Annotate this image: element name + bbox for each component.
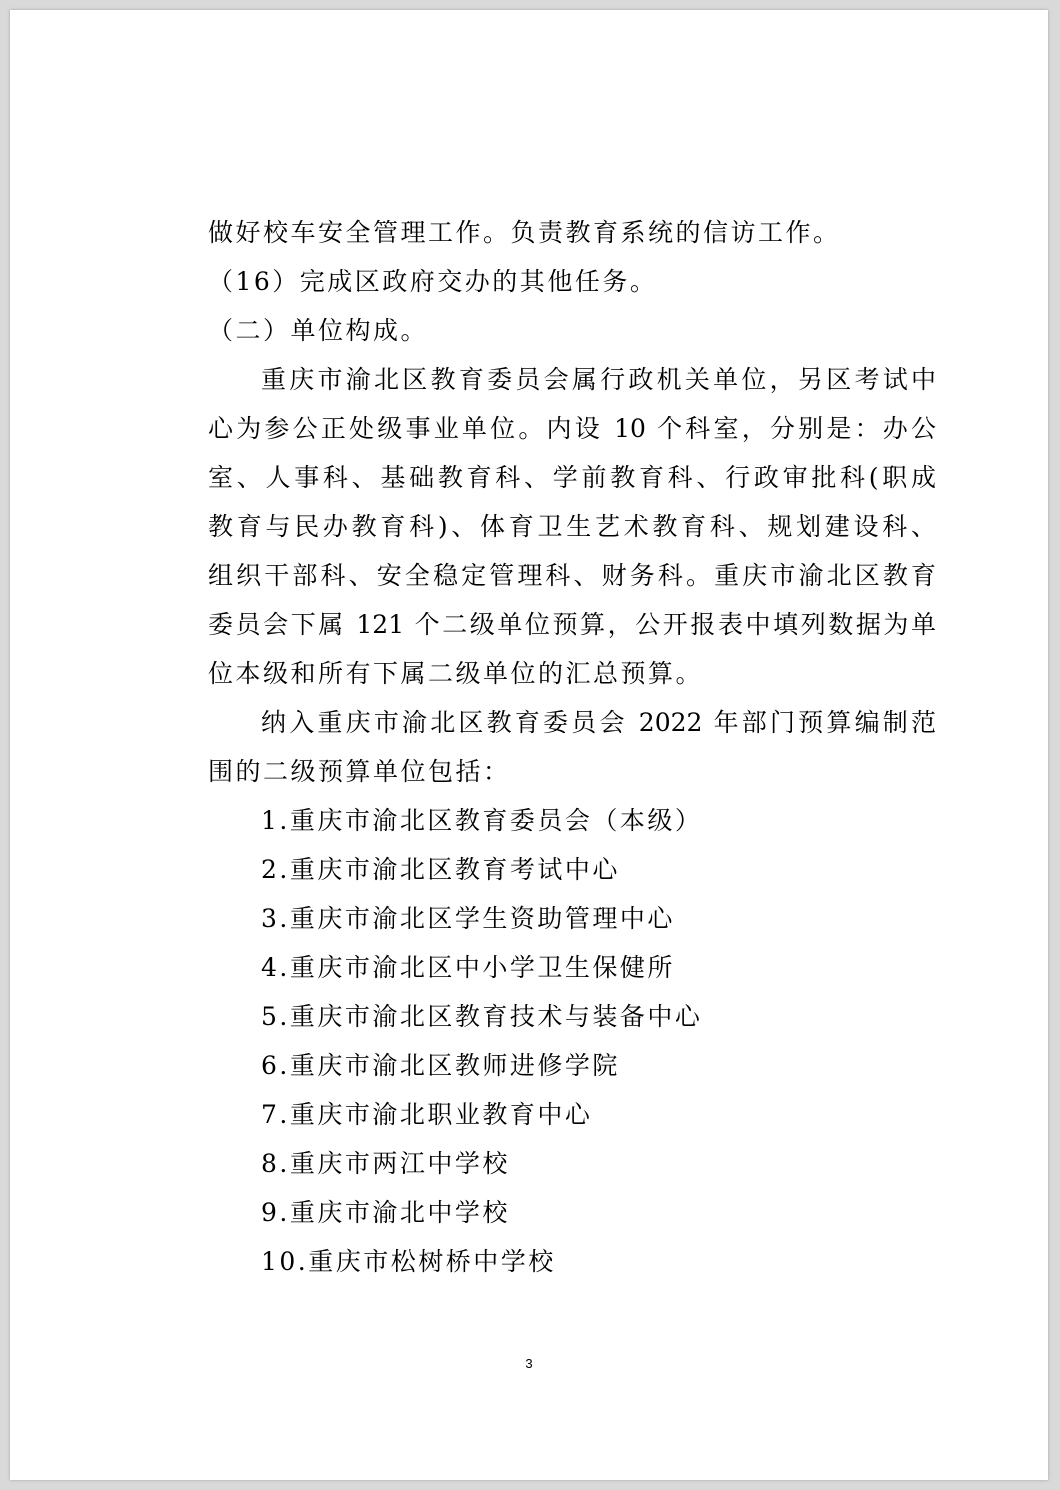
section-heading: （二）单位构成。 — [208, 316, 429, 345]
text-line: 做好校车安全管理工作。负责教育系统的信访工作。 — [208, 218, 841, 247]
document-page — [10, 10, 1048, 1480]
paragraph-line: 委员会下属 121 个二级单位预算，公开报表中填列数据为单 — [208, 610, 936, 639]
list-item: 9.重庆市渝北中学校 — [261, 1198, 510, 1227]
paragraph-line: 教育与民办教育科)、体育卫生艺术教育科、规划建设科、 — [208, 512, 936, 541]
paragraph-line: 室、人事科、基础教育科、学前教育科、行政审批科(职成 — [208, 463, 936, 492]
paragraph-line: 位本级和所有下属二级单位的汇总预算。 — [208, 659, 704, 688]
page-content — [208, 208, 936, 1286]
page-number: 3 — [525, 1356, 533, 1371]
paragraph-line: 重庆市渝北区教育委员会属行政机关单位，另区考试中 — [261, 365, 936, 394]
item-16-line: （16）完成区政府交办的其他任务。 — [208, 267, 658, 296]
list-item: 8.重庆市两江中学校 — [261, 1149, 510, 1178]
list-item: 3.重庆市渝北区学生资助管理中心 — [261, 904, 675, 933]
paragraph-line: 心为参公正处级事业单位。内设 10 个科室，分别是：办公 — [208, 414, 936, 443]
list-item: 4.重庆市渝北区中小学卫生保健所 — [261, 953, 675, 982]
list-item: 1.重庆市渝北区教育委员会（本级） — [261, 806, 703, 835]
list-item: 5.重庆市渝北区教育技术与装备中心 — [261, 1002, 703, 1031]
list-item: 2.重庆市渝北区教育考试中心 — [261, 855, 620, 884]
list-item: 6.重庆市渝北区教师进修学院 — [261, 1051, 620, 1080]
paragraph-line: 组织干部科、安全稳定管理科、财务科。重庆市渝北区教育 — [208, 561, 936, 590]
list-item: 7.重庆市渝北职业教育中心 — [261, 1100, 593, 1129]
unit-composition-paragraph — [208, 355, 936, 698]
paragraph-line: 围的二级预算单位包括： — [208, 757, 511, 786]
paragraph-line: 纳入重庆市渝北区教育委员会 2022 年部门预算编制范 — [261, 708, 936, 737]
unit-list — [208, 796, 936, 1286]
budget-scope-paragraph — [208, 698, 936, 796]
list-item: 10.重庆市松树桥中学校 — [261, 1247, 556, 1276]
